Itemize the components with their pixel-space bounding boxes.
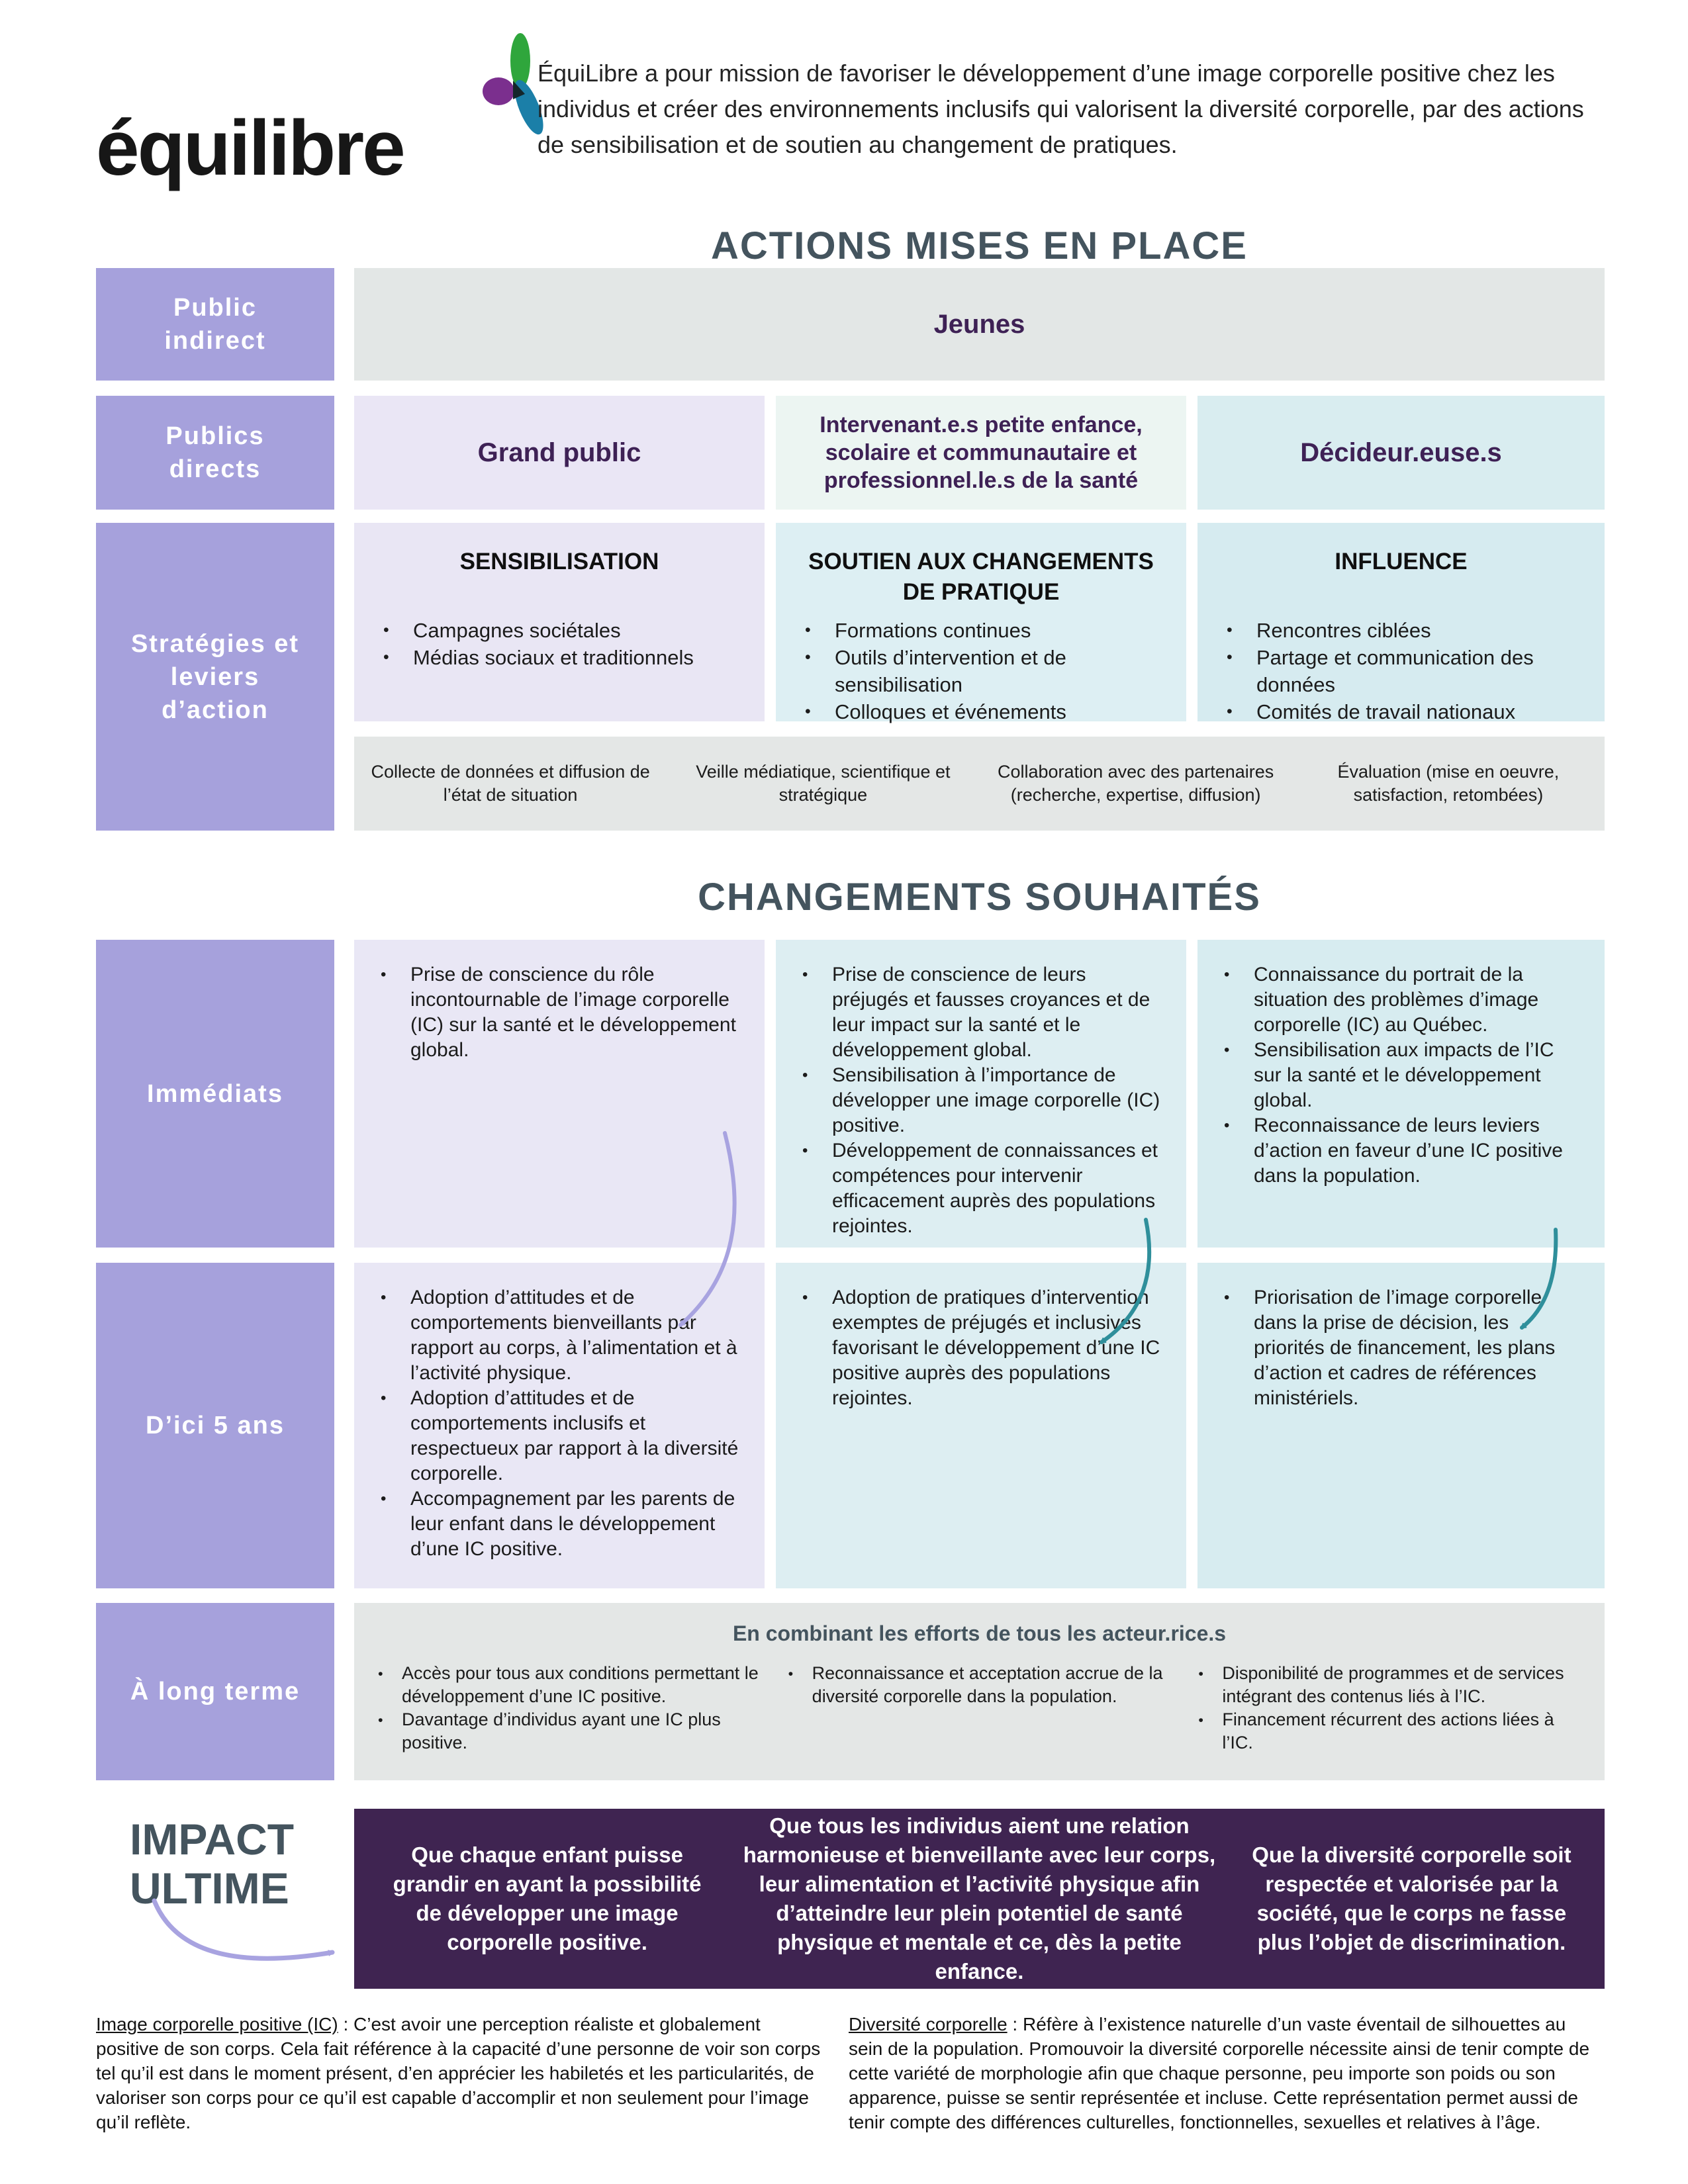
strategy-list [377, 617, 742, 671]
long-terme-col-grand-public [371, 1662, 767, 1754]
row-label-immediats [96, 940, 334, 1248]
list-item: • Reconnaissance et acceptation accrue de la diversité corporelle dans la population. [782, 1662, 1178, 1708]
list-item: • Comités de travail nationaux [1220, 698, 1582, 725]
panel-influence [1197, 523, 1605, 721]
list-item: • Connaissance du portrait de la situation des problèmes d’image corporelle (IC) au Québec. [1217, 962, 1585, 1038]
outcome-list [374, 1285, 745, 1562]
panel-5ans-grand-public [354, 1263, 765, 1588]
section-title-changements: CHANGEMENTS SOUHAITÉS [698, 876, 1261, 919]
outcome-list [1217, 962, 1585, 1189]
logo-wordmark: équilibre [96, 105, 404, 192]
list-item: • Financement récurrent des actions liées à l’IC. [1192, 1708, 1587, 1754]
panel-long-terme [354, 1603, 1605, 1780]
row-label-text: Stratégies et leviers d’action [130, 629, 300, 724]
panel-immediats-decideurs [1197, 940, 1605, 1248]
long-terme-heading: En combinant les efforts de tous les acteur.rice.s [732, 1621, 1227, 1645]
audience-intervenants: Intervenant.e.s petite enfance, scolaire et communautaire et professionnel.le.s de la santé [820, 412, 1143, 493]
list-item: • Campagnes sociétales [377, 617, 742, 644]
list-item: • Développement de connaissances et compétences pour intervenir efficacement auprès des populations rejointes. [796, 1138, 1166, 1239]
list-item: • Sensibilisation aux impacts de l’IC sur la santé et le développement global. [1217, 1038, 1585, 1113]
transversal-item: Collaboration avec des partenaires (recherche, expertise, diffusion) [998, 762, 1274, 805]
footnote-term: Diversité corporelle [849, 2014, 1008, 2034]
footnote-text: : C’est avoir une perception réaliste et globalement positive de son corps. Cela fait référence à la capacité d’une personne de voir son corps tel qu’il est dans le moment présent, d’en apprécier les habiletés et les particularités, de valoriser son corps pour ce qu’il est capable d’accomplir et non seulement pour l’image qu’il reflète. [96, 2014, 821, 2132]
outcome-list [1217, 1285, 1585, 1411]
long-terme-columns [354, 1646, 1605, 1754]
list-item: • Médias sociaux et traditionnels [377, 644, 742, 671]
row-label-dici-5-ans [96, 1263, 334, 1588]
panel-title: SOUTIEN AUX CHANGEMENTS DE PRATIQUE [808, 549, 1154, 605]
list-item: • Davantage d’individus ayant une IC plus positive. [371, 1708, 767, 1754]
transversal-strip [354, 737, 1605, 831]
panel-immediats-grand-public [354, 940, 765, 1248]
footnote-image-corporelle [96, 2012, 823, 2134]
outcome-list [782, 1662, 1178, 1708]
list-item: • Disponibilité de programmes et de services intégrant des contenus liés à l’IC. [1192, 1662, 1587, 1708]
list-item: • Adoption d’attitudes et de comportements bienveillants par rapport au corps, à l’alimentation et à l’activité physique. [374, 1285, 745, 1386]
row-label-strategies [96, 523, 334, 831]
panel-5ans-decideurs [1197, 1263, 1605, 1588]
list-item: • Accès pour tous aux conditions permettant le développement d’une IC positive. [371, 1662, 767, 1708]
impact-statement: Que chaque enfant puisse grandir en ayant la possibilité de développer une image corporelle positive. [393, 1843, 702, 1954]
audience-grand-public: Grand public [477, 438, 641, 467]
long-terme-col-population [782, 1662, 1178, 1754]
row-label-text: Immédiats [147, 1079, 283, 1108]
list-item: • Prise de conscience de leurs préjugés et fausses croyances et de leur impact sur la santé et le développement global. [796, 962, 1166, 1063]
list-item: • Formations continues [798, 617, 1164, 644]
list-item: • Accompagnement par les parents de leur enfant dans le développement d’une IC positive. [374, 1486, 745, 1562]
outcome-list [1192, 1662, 1587, 1754]
equilibre-logo [96, 33, 546, 205]
transversal-item: Évaluation (mise en oeuvre, satisfaction, retombées) [1337, 762, 1560, 805]
list-item: • Rencontres ciblées [1220, 617, 1582, 644]
list-item: • Reconnaissance de leurs leviers d’action en faveur d’une IC positive dans la population. [1217, 1113, 1585, 1189]
cell-grand-public [354, 396, 765, 510]
panel-sensibilisation [354, 523, 765, 721]
row-label-long-terme [96, 1603, 334, 1780]
long-terme-col-decideurs [1192, 1662, 1587, 1754]
list-item: • Priorisation de l’image corporelle dans la prise de décision, les priorités de financement, les plans d’action et cadres de références ministériels. [1217, 1285, 1585, 1411]
list-item: • Colloques et événements [798, 698, 1164, 725]
footnote-term: Image corporelle positive (IC) [96, 2014, 338, 2034]
panel-5ans-intervenants [776, 1263, 1186, 1588]
cell-intervenants [776, 396, 1186, 510]
section-title-actions: ACTIONS MISES EN PLACE [711, 224, 1248, 267]
impact-ultime-panel [354, 1809, 1605, 1989]
impact-statement: Que tous les individus aient une relation harmonieuse et bienveillante avec leur corps, leur alimentation et l’activité physique afin d’atteindre leur plein potentiel de santé physique et mentale et ce, dès la petite enfance. [743, 1813, 1216, 1983]
panel-soutien-changements [776, 523, 1186, 721]
strategy-list [1220, 617, 1582, 725]
list-item: • Adoption de pratiques d’intervention exemptes de préjugés et inclusives favorisant le développement d’une IC positive auprès des populations rejointes. [796, 1285, 1166, 1411]
row-label-publics-directs [96, 396, 334, 510]
list-item: • Prise de conscience du rôle incontournable de l’image corporelle (IC) sur la santé et le développement global. [374, 962, 745, 1063]
list-item: • Sensibilisation à l’importance de développer une image corporelle (IC) positive. [796, 1063, 1166, 1138]
panel-title: INFLUENCE [1335, 549, 1468, 574]
outcome-list [796, 962, 1166, 1239]
outcome-list [374, 962, 745, 1063]
row-label-text: Public indirect [164, 294, 266, 355]
row-label-public-indirect [96, 268, 334, 381]
footnote-diversite-corporelle [849, 2012, 1600, 2134]
panel-title: SENSIBILISATION [459, 549, 659, 574]
audience-jeunes: Jeunes [933, 310, 1025, 339]
row-label-text: Publics directs [165, 422, 265, 483]
row-label-text: D’ici 5 ans [146, 1412, 285, 1439]
list-item: • Outils d’intervention et de sensibilisation [798, 644, 1164, 698]
audience-decideurs: Décideur.euse.s [1300, 438, 1502, 467]
strategy-list [798, 617, 1164, 725]
list-item: • Adoption d’attitudes et de comportements inclusifs et respectueux par rapport à la diversité corporelle. [374, 1386, 745, 1486]
list-item: • Partage et communication des données [1220, 644, 1582, 698]
impact-statement: Que la diversité corporelle soit respectée et valorisée par la société, que le corps ne fasse plus l’objet de discrimination. [1252, 1843, 1571, 1954]
cell-decideurs [1197, 396, 1605, 510]
panel-immediats-intervenants [776, 940, 1186, 1248]
transversal-item: Veille médiatique, scientifique et stratégique [696, 762, 951, 805]
outcome-list [371, 1662, 767, 1754]
impact-ultime-label: IMPACT ULTIME [130, 1815, 295, 1913]
transversal-item: Collecte de données et diffusion de l’état de situation [371, 762, 650, 805]
outcome-list [796, 1285, 1166, 1411]
mission-statement: ÉquiLibre a pour mission de favoriser le développement d’une image corporelle positive chez les individus et créer des environnements inclusifs qui valorisent la diversité corporelle, par des actions de sensibilisation et de soutien au changement de pratiques. [538, 60, 1584, 158]
cell-jeunes [354, 268, 1605, 381]
row-label-text: À long terme [130, 1678, 301, 1706]
footnote-text: : Réfère à l’existence naturelle d’un vaste éventail de silhouettes au sein de la population. Promouvoir la diversité corporelle nécessite ainsi de tenir compte de cette variété de morphologie afin que chaque personne, peu importe son poids ou son apparence, puisse se sentir représentée et incluse. Cette représentation permet aussi de tenir compte des différences culturelles, fonctionnelles, sexuelles et relatives à l’âge. [849, 2014, 1590, 2132]
